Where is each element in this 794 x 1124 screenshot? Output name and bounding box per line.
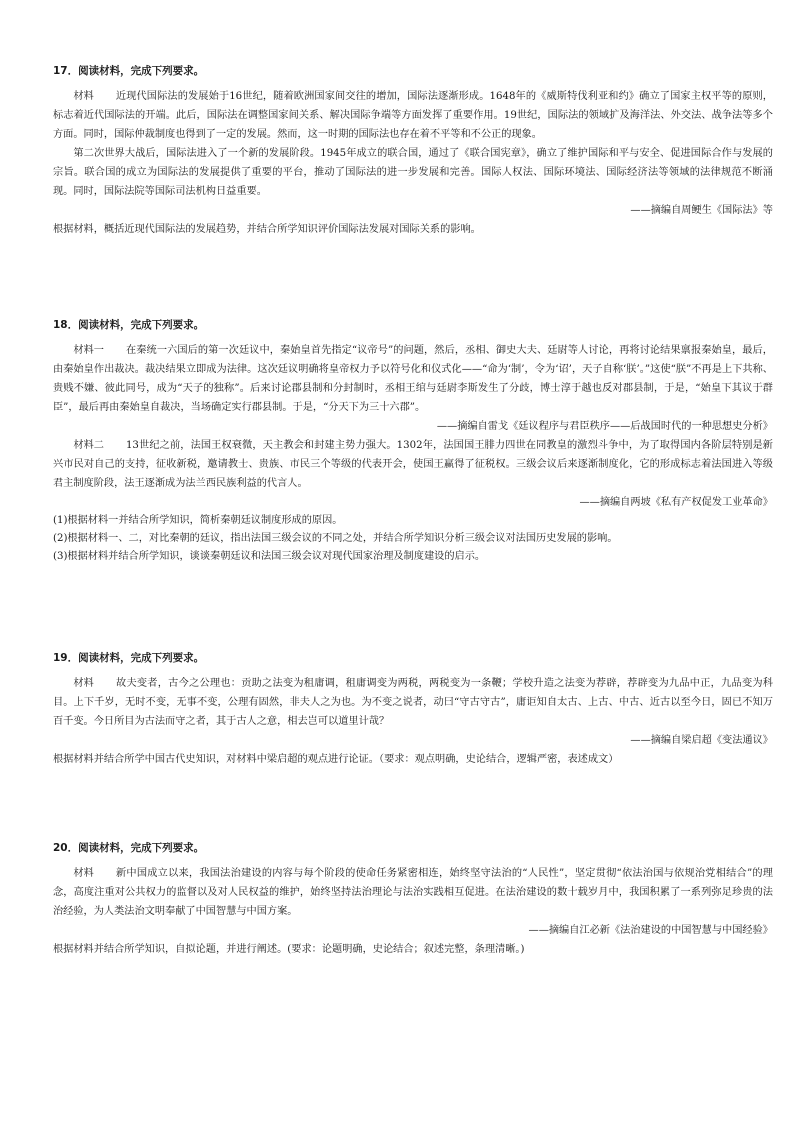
question-title: 19．阅读材料，完成下列要求。 — [53, 652, 205, 664]
material-source: ——摘编自梁启超《变法通议》 — [630, 735, 773, 746]
material-label: 材料 — [73, 91, 94, 102]
sub-question-2: (2)根据材料一、二，对比秦朝的廷议，指出法国三级会议的不同之处，并结合所学知识分析三级会议对法国历史发展的影响。 — [53, 533, 618, 544]
material-paragraph — [53, 674, 773, 731]
material-label: 材料 — [73, 868, 94, 879]
question-title: 17．阅读材料，完成下列要求。 — [53, 65, 205, 77]
question-prompt: 根据材料，概括近现代国际法的发展趋势，并结合所学知识评价国际法发展对国际关系的影响。 — [53, 224, 481, 235]
sub-question-3: (3)根据材料并结合所学知识，谈谈秦朝廷议和法国三级会议对现代国家治理及制度建设的启示。 — [53, 551, 486, 562]
question-prompt: 根据材料并结合所学中国古代史知识，对材料中梁启超的观点进行论证。（要求：观点明确，史论结合，逻辑严密，表述成文） — [53, 754, 619, 765]
question-20 — [53, 841, 773, 959]
material-source: ——摘编自雷戈《廷议程序与君臣秩序——后战国时代的一种思想史分析》 — [436, 421, 773, 432]
material-source: ——摘编自两坡《私有产权促发工业革命》 — [579, 497, 773, 508]
material-source: ——摘编自江必新《法治建设的中国智慧与中国经验》 — [528, 925, 773, 936]
material-paragraph: 第二次世界大战后，国际法进入了一个新的发展阶段。1945年成立的联合国，通过了《联合国宪章》，确立了维护国际和平与安全、促进国际合作与发展的宗旨。联合国的成立为国际法的发展提供了重要的平台，推动了国际法的进一步发展和完善。国际人权法、国际环境法、国际经济法等领域的法律规范不断涌现。同时，国际法院等国际司法机构日益重要。 — [53, 148, 773, 197]
question-prompt: 根据材料并结合所学知识，自拟论题，并进行阐述。(要求：论题明确，史论结合；叙述完整，条理清晰。) — [53, 944, 525, 955]
material-paragraph — [53, 341, 773, 417]
material-text: 近现代国际法的发展始于16世纪，随着欧洲国家间交往的增加，国际法逐渐形成。1648年的《威斯特伐利亚和约》确立了国家主权平等的原则，标志着近代国际法的开端。此后，国际法在调整国家间关系、解决国际争端等方面发挥了重要作用。19世纪，国际法的领域扩及海洋法、外交法、战争法等多个方面。同时，国际仲裁制度也得到了一定的发展。然而，这一时期的国际法也存在着不平等和不公正的现象。 — [53, 91, 773, 140]
material-paragraph — [53, 436, 773, 493]
material-text: 新中国成立以来，我国法治建设的内容与每个阶段的使命任务紧密相连，始终坚守法治的“人民性”，坚定贯彻“依法治国与依规治党相结合”的理念，高度注重对公共权力的监督以及对人民权益的维护，始终坚持法治理论与法治实践相互促进。在法治建设的数十载岁月中，我国积累了一系列弥足珍贵的法治经验，为人类法治文明奉献了中国智慧与中国方案。 — [53, 868, 773, 917]
question-title: 20．阅读材料，完成下列要求。 — [53, 842, 205, 854]
material-text: 在秦统一六国后的第一次廷议中，秦始皇首先指定“议帝号”的问题，然后，丞相、御史大夫、廷尉等人讨论，再将讨论结果禀报秦始皇，最后，由秦始皇作出裁决。裁决结果立即成为法律。这次廷议明确将皇帝权力予以符号化和仪式化——“命为‘制’，令为‘诏’，天子自称‘朕’。”这使“朕”不再是上下共称、贵贱不嫌、彼此同号，成为“天子的独称”。后来讨论郡县制和分封制时，丞相王绾与廷尉李斯发生了分歧，博士淳于越也反对郡县制，于是，“始皇下其议于群臣”，最后再由秦始皇自裁决，当场确定实行郡县制。于是，“分天下为三十六郡”。 — [53, 345, 773, 413]
sub-question-1: (1)根据材料一并结合所学知识，简析秦朝廷议制度形成的原因。 — [53, 515, 343, 526]
question-19 — [53, 651, 773, 769]
material-label: 材料一 — [73, 345, 104, 356]
material-paragraph — [53, 87, 773, 144]
question-title: 18．阅读材料，完成下列要求。 — [53, 319, 205, 331]
material-paragraph — [53, 864, 773, 921]
question-17 — [53, 64, 773, 239]
question-18 — [53, 318, 773, 566]
material-text: 故夫变者，古今之公理也：贡助之法变为租庸调，租庸调变为两税，两税变为一条鞭；学校升造之法变为荐辟，荐辟变为九品中正，九品变为科目。上下千岁，无时不变，无事不变，公理有固然，非夫人之为也。为不变之说者，动曰“守古守古”，庸讵知自太古、上古、中古、近古以至今日，固已不知万百千变。今日所目为古法而守之者，其于古人之意，相去岂可以道里计哉？ — [53, 678, 773, 727]
material-label: 材料二 — [73, 440, 104, 451]
material-text: 13世纪之前，法国王权衰微，天主教会和封建主势力强大。1302年，法国国王腓力四世在同教皇的激烈斗争中，为了取得国内各阶层特别是新兴市民对自己的支持，征收新税，邀请教士、贵族、市民三个等级的代表开会，使国王赢得了征税权。三级会议后来逐渐制度化，它的形成标志着法国进入等级君主制度阶段，法王逐渐成为法兰西民族利益的代言人。 — [53, 440, 773, 489]
material-source: ——摘编自周鲠生《国际法》等 — [630, 205, 773, 216]
material-label: 材料 — [73, 678, 94, 689]
